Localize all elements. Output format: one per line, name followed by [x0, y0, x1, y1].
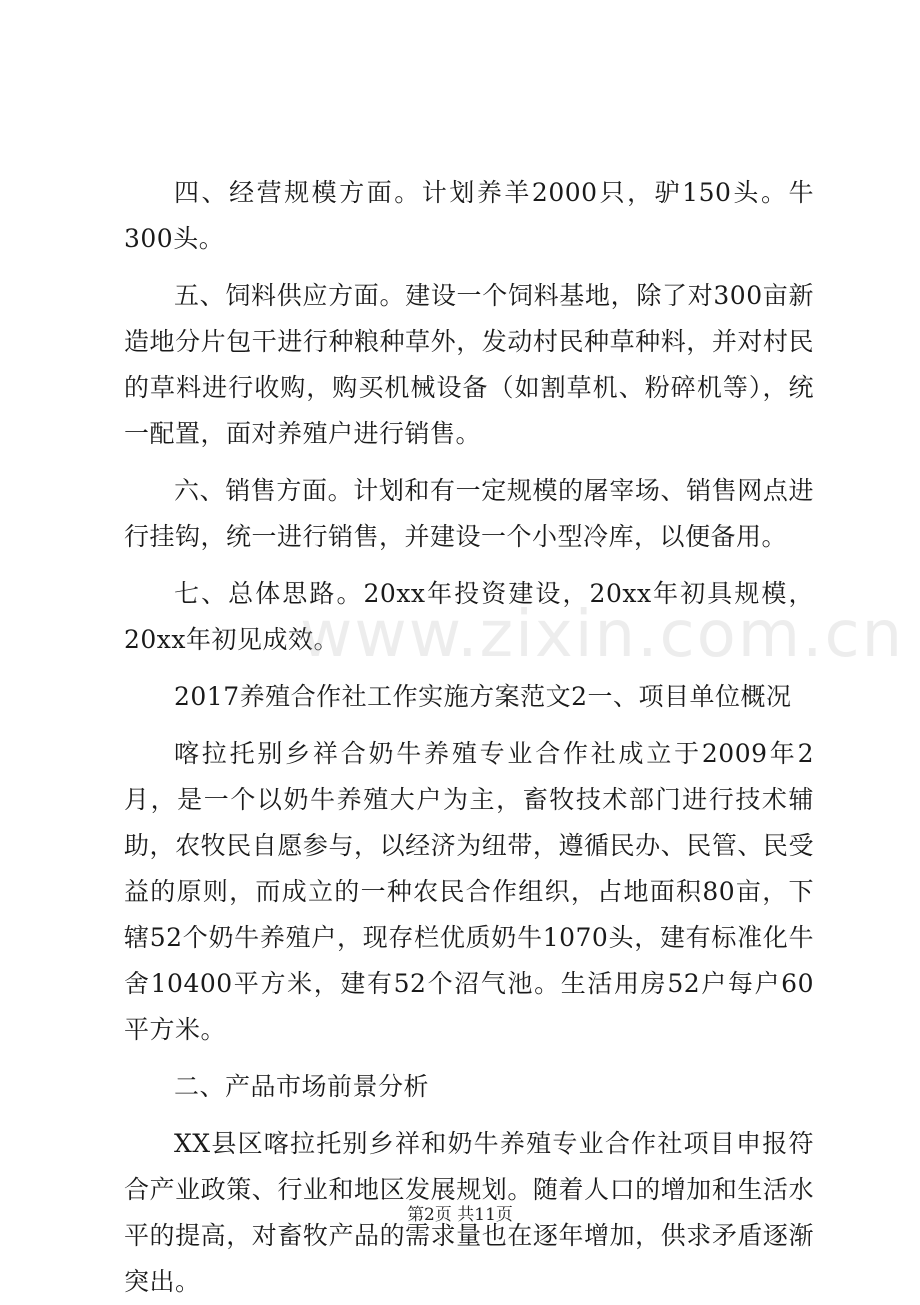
watermark: www.zixin.com.cn [300, 598, 905, 672]
document-body [124, 170, 814, 1305]
paragraph-market-heading: 二、产品市场前景分析 [174, 1072, 430, 1101]
paragraph-market-analysis: XX县区喀拉托别乡祥和奶牛养殖专业合作社项目申报符合产业政策、行业和地区发展规划。随着人口的增加和生活水平的提高，对畜牧产品的需求量也在逐年增加，供求矛盾逐渐突出。 [124, 1129, 814, 1296]
paragraph-section-title: 2017养殖合作社工作实施方案范文2一、项目单位概况 [174, 682, 792, 711]
paragraph-business-scale: 四、经营规模方面。计划养羊2000只，驴150头。牛300头。 [124, 178, 814, 253]
paragraph-overall-plan: 七、总体思路。20xx年投资建设，20xx年初具规模，20xx年初见成效。 [124, 579, 814, 654]
page-number-footer: 第2页 共11页 [407, 1205, 513, 1225]
paragraph-sales: 六、销售方面。计划和有一定规模的屠宰场、销售网点进行挂钩，统一进行销售，并建设一个小型冷库，以便备用。 [124, 476, 814, 551]
paragraph-feed-supply: 五、饲料供应方面。建设一个饲料基地，除了对300亩新造地分片包干进行种粮种草外，发动村民种草种料，并对村民的草料进行收购，购买机械设备（如割草机、粉碎机等），统一配置，面对养殖户进行销售。 [124, 281, 814, 448]
paragraph-unit-overview: 喀拉托别乡祥合奶牛养殖专业合作社成立于2009年2月，是一个以奶牛养殖大户为主，畜牧技术部门进行技术辅助，农牧民自愿参与，以经济为纽带，遵循民办、民管、民受益的原则，而成立的一种农民合作组织，占地面积80亩，下辖52个奶牛养殖户，现存栏优质奶牛1070头，建有标准化牛舍10400平方米，建有52个沼气池。生活用房52户每户60平方米。 [124, 739, 814, 1044]
